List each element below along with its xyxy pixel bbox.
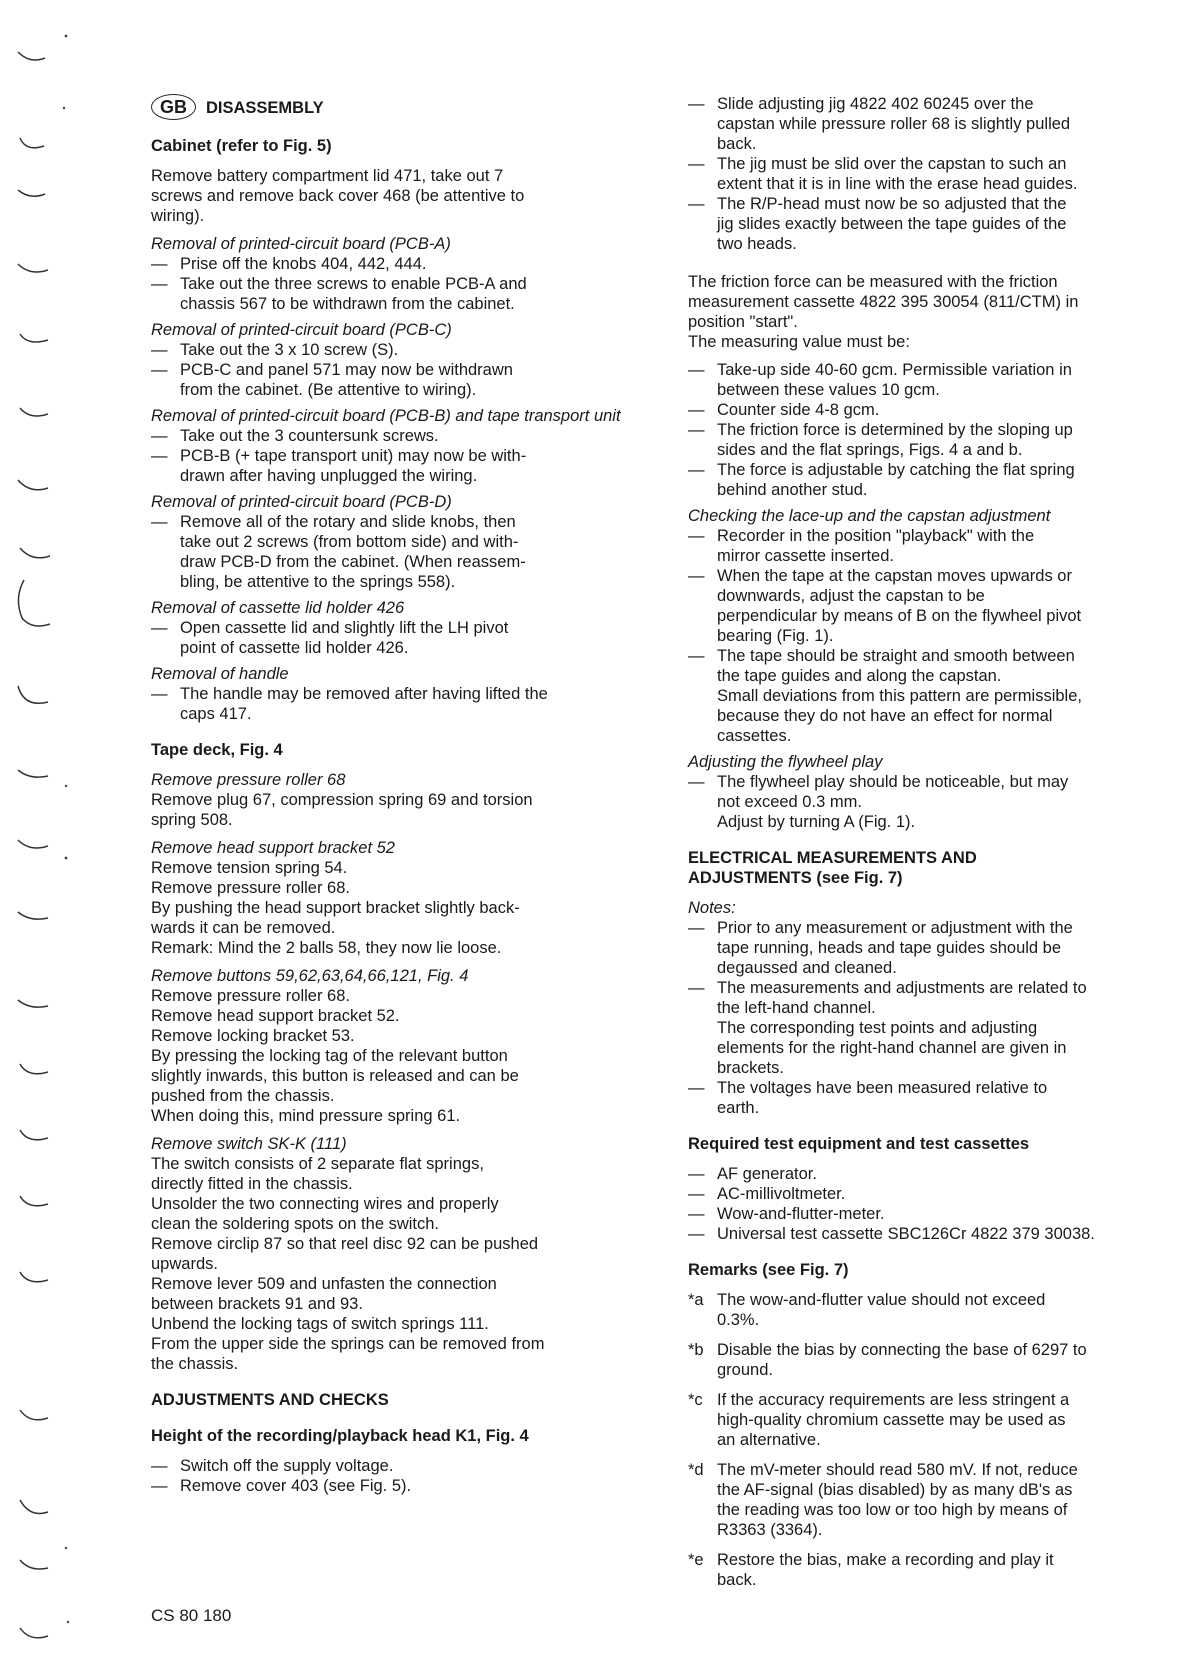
dash-item bbox=[688, 1078, 1160, 1118]
dash-bullet: — bbox=[688, 155, 705, 173]
step-title: Remove buttons 59,62,63,64,66,121, Fig. 4 bbox=[151, 967, 469, 985]
remark-marker: *e bbox=[688, 1551, 704, 1569]
text-line: Remove lever 509 and unfasten the connection bbox=[151, 1275, 497, 1293]
dash-item bbox=[688, 460, 1160, 500]
text-line: two heads. bbox=[717, 235, 797, 253]
text-line: Remove head support bracket 52. bbox=[151, 1007, 400, 1025]
dash-item bbox=[151, 684, 631, 724]
text-line: the chassis. bbox=[151, 1355, 239, 1373]
text-line: behind another stud. bbox=[717, 481, 868, 499]
text-line: Prise off the knobs 404, 442, 444. bbox=[180, 255, 427, 273]
dash-bullet: — bbox=[151, 685, 168, 703]
text-line: not exceed 0.3 mm. bbox=[717, 793, 862, 811]
spacer bbox=[688, 254, 1160, 272]
dash-item bbox=[151, 340, 631, 360]
text-line: caps 417. bbox=[180, 705, 252, 723]
text-line: Take out the three screws to enable PCB-A and bbox=[180, 275, 527, 293]
text-line: The flywheel play should be noticeable, but may bbox=[717, 773, 1069, 791]
text-line: drawn after having unplugged the wiring. bbox=[180, 467, 478, 485]
dash-bullet: — bbox=[151, 447, 168, 465]
subsection-heading: Height of the recording/playback head K1, Fig. 4 bbox=[151, 1427, 529, 1445]
dash-item bbox=[151, 1476, 631, 1496]
dash-bullet: — bbox=[688, 527, 705, 545]
text-line: The wow-and-flutter value should not exceed bbox=[717, 1291, 1046, 1309]
remark-item bbox=[688, 1340, 1160, 1380]
text-line: The R/P-head must now be so adjusted that the bbox=[717, 195, 1067, 213]
dash-bullet: — bbox=[151, 341, 168, 359]
text-line: By pressing the locking tag of the relevant button bbox=[151, 1047, 508, 1065]
left-column bbox=[151, 94, 631, 1496]
step-title: Removal of handle bbox=[151, 665, 289, 683]
text-line: By pushing the head support bracket slightly back- bbox=[151, 899, 520, 917]
text-line: wiring). bbox=[151, 207, 205, 225]
dash-item bbox=[688, 566, 1160, 646]
dash-bullet: — bbox=[151, 1477, 168, 1495]
text-line: Unsolder the two connecting wires and properly bbox=[151, 1195, 499, 1213]
dash-bullet: — bbox=[688, 1225, 705, 1243]
text-line: ground. bbox=[717, 1361, 773, 1379]
text-line: Open cassette lid and slightly lift the LH pivot bbox=[180, 619, 509, 637]
text-line: The mV-meter should read 580 mV. If not, reduce bbox=[717, 1461, 1078, 1479]
text-line: screws and remove back cover 468 (be attentive to bbox=[151, 187, 525, 205]
text-line: The friction force can be measured with the friction bbox=[688, 273, 1058, 291]
dash-bullet: — bbox=[688, 421, 705, 439]
dash-bullet: — bbox=[688, 461, 705, 479]
text-line: PCB-B (+ tape transport unit) may now be with- bbox=[180, 447, 527, 465]
text-line: mirror cassette inserted. bbox=[717, 547, 894, 565]
text-line: back. bbox=[717, 1571, 757, 1589]
text-line: The jig must be slid over the capstan to such an bbox=[717, 155, 1067, 173]
dash-item bbox=[151, 1456, 631, 1476]
paragraph bbox=[151, 790, 631, 830]
remark-item bbox=[688, 1390, 1160, 1450]
text-line: Disable the bias by connecting the base of 6297 to bbox=[717, 1341, 1087, 1359]
dash-item bbox=[688, 1164, 1160, 1184]
dash-item bbox=[688, 526, 1160, 566]
remark-marker: *a bbox=[688, 1291, 704, 1309]
dash-item bbox=[688, 646, 1160, 746]
step-title: Remove head support bracket 52 bbox=[151, 839, 395, 857]
text-line: The force is adjustable by catching the flat spring bbox=[717, 461, 1075, 479]
text-line: the left-hand channel. bbox=[717, 999, 876, 1017]
dash-bullet: — bbox=[688, 1205, 705, 1223]
dash-item bbox=[151, 274, 631, 314]
text-line: back. bbox=[717, 135, 757, 153]
step-title: Notes: bbox=[688, 899, 736, 917]
text-line: The measurements and adjustments are related to bbox=[717, 979, 1087, 997]
text-line: When the tape at the capstan moves upwards or bbox=[717, 567, 1072, 585]
text-line: R3363 (3364). bbox=[717, 1521, 823, 1539]
step-title: Remove switch SK-K (111) bbox=[151, 1135, 347, 1153]
dash-item bbox=[151, 254, 631, 274]
text-line: Remove pressure roller 68. bbox=[151, 987, 350, 1005]
dash-item bbox=[688, 194, 1160, 254]
dash-item bbox=[688, 400, 1160, 420]
dash-bullet: — bbox=[688, 567, 705, 585]
text-line: position "start". bbox=[688, 313, 798, 331]
paragraph bbox=[151, 986, 631, 1126]
text-line: Remove battery compartment lid 471, take out 7 bbox=[151, 167, 504, 185]
text-line: Wow-and-flutter-meter. bbox=[717, 1205, 885, 1223]
text-line: tape running, heads and tape guides should be bbox=[717, 939, 1062, 957]
text-line: jig slides exactly between the tape guides of the bbox=[717, 215, 1067, 233]
text-line: AC-millivoltmeter. bbox=[717, 1185, 846, 1203]
dash-item bbox=[688, 918, 1160, 978]
text-line: Remove pressure roller 68. bbox=[151, 879, 350, 897]
remark-item bbox=[688, 1460, 1160, 1540]
subsection-heading: Cabinet (refer to Fig. 5) bbox=[151, 137, 332, 155]
text-line: elements for the right-hand channel are given in bbox=[717, 1039, 1067, 1057]
subsection-heading: Remarks (see Fig. 7) bbox=[688, 1261, 849, 1279]
dash-item bbox=[151, 512, 631, 592]
remark-item bbox=[688, 1550, 1160, 1590]
text-line: Take out the 3 x 10 screw (S). bbox=[180, 341, 399, 359]
text-line: The friction force is determined by the sloping up bbox=[717, 421, 1073, 439]
right-column bbox=[688, 94, 1160, 1600]
dash-bullet: — bbox=[688, 195, 705, 213]
dash-bullet: — bbox=[688, 979, 705, 997]
dash-bullet: — bbox=[688, 361, 705, 379]
text-line: spring 508. bbox=[151, 811, 233, 829]
text-line: The corresponding test points and adjusting bbox=[717, 1019, 1038, 1037]
text-line: Prior to any measurement or adjustment with the bbox=[717, 919, 1073, 937]
text-line: ELECTRICAL MEASUREMENTS AND bbox=[688, 849, 977, 867]
text-line: pushed from the chassis. bbox=[151, 1087, 335, 1105]
dash-item bbox=[688, 772, 1160, 832]
text-line: AF generator. bbox=[717, 1165, 817, 1183]
text-line: upwards. bbox=[151, 1255, 218, 1273]
dash-bullet: — bbox=[151, 513, 168, 531]
text-line: downwards, adjust the capstan to be bbox=[717, 587, 985, 605]
step-title: Removal of cassette lid holder 426 bbox=[151, 599, 405, 617]
text-line: clean the soldering spots on the switch. bbox=[151, 1215, 440, 1233]
dash-bullet: — bbox=[688, 1185, 705, 1203]
text-line: take out 2 screws (from bottom side) and with- bbox=[180, 533, 519, 551]
step-title: Remove pressure roller 68 bbox=[151, 771, 346, 789]
remark-item bbox=[688, 1290, 1160, 1330]
dash-item bbox=[151, 618, 631, 658]
text-line: Take out the 3 countersunk screws. bbox=[180, 427, 439, 445]
step-title: Removal of printed-circuit board (PCB-B) and tape transport unit bbox=[151, 407, 621, 425]
text-line: The measuring value must be: bbox=[688, 333, 910, 351]
dash-bullet: — bbox=[151, 1457, 168, 1475]
dash-bullet: — bbox=[688, 647, 705, 665]
text-line: bling, be attentive to the springs 558). bbox=[180, 573, 456, 591]
text-line: Remove circlip 87 so that reel disc 92 can be pushed bbox=[151, 1235, 539, 1253]
text-line: draw PCB-D from the cabinet. (When reassem- bbox=[180, 553, 526, 571]
dash-bullet: — bbox=[688, 773, 705, 791]
dash-item bbox=[688, 1224, 1160, 1244]
dash-item bbox=[151, 360, 631, 400]
dash-item bbox=[151, 426, 631, 446]
text-line: Unbend the locking tags of switch springs 111. bbox=[151, 1315, 489, 1333]
text-line: ADJUSTMENTS (see Fig. 7) bbox=[688, 869, 903, 887]
paragraph bbox=[151, 1154, 631, 1374]
text-line: directly fitted in the chassis. bbox=[151, 1175, 353, 1193]
remark-marker: *c bbox=[688, 1391, 703, 1409]
text-line: Remove all of the rotary and slide knobs, then bbox=[180, 513, 516, 531]
text-line: wards it can be removed. bbox=[151, 919, 336, 937]
text-line: When doing this, mind pressure spring 61. bbox=[151, 1107, 461, 1125]
dash-item bbox=[688, 154, 1160, 194]
paragraph bbox=[151, 166, 631, 226]
dash-bullet: — bbox=[151, 619, 168, 637]
text-line: high-quality chromium cassette may be used as bbox=[717, 1411, 1066, 1429]
text-line: Remark: Mind the 2 balls 58, they now lie loose. bbox=[151, 939, 502, 957]
text-line: capstan while pressure roller 68 is slightly pulled bbox=[717, 115, 1071, 133]
dash-bullet: — bbox=[151, 255, 168, 273]
text-line: slightly inwards, this button is released and can be bbox=[151, 1067, 519, 1085]
dash-bullet: — bbox=[151, 427, 168, 445]
text-line: point of cassette lid holder 426. bbox=[180, 639, 409, 657]
text-line: The switch consists of 2 separate flat springs, bbox=[151, 1155, 484, 1173]
text-line: Small deviations from this pattern are permissible, bbox=[717, 687, 1082, 705]
text-line: sides and the flat springs, Figs. 4 a and b. bbox=[717, 441, 1023, 459]
step-title: Adjusting the flywheel play bbox=[688, 753, 883, 771]
text-line: The voltages have been measured relative to bbox=[717, 1079, 1048, 1097]
paragraph bbox=[151, 858, 631, 958]
text-line: chassis 567 to be withdrawn from the cabinet. bbox=[180, 295, 515, 313]
text-line: the reading was too low or too high by means of bbox=[717, 1501, 1068, 1519]
text-line: cassettes. bbox=[717, 727, 792, 745]
text-line: the AF-signal (bias disabled) by as many dB's as bbox=[717, 1481, 1073, 1499]
dash-item bbox=[688, 978, 1160, 1078]
subsection-heading: Required test equipment and test cassettes bbox=[688, 1135, 1030, 1153]
text-line: Remove plug 67, compression spring 69 and torsion bbox=[151, 791, 533, 809]
text-line: degaussed and cleaned. bbox=[717, 959, 897, 977]
text-line: brackets. bbox=[717, 1059, 784, 1077]
step-title: Removal of printed-circuit board (PCB-D) bbox=[151, 493, 452, 511]
text-line: between brackets 91 and 93. bbox=[151, 1295, 363, 1313]
language-badge: GB bbox=[151, 94, 196, 120]
text-line: PCB-C and panel 571 may now be withdrawn bbox=[180, 361, 513, 379]
section-heading: ADJUSTMENTS AND CHECKS bbox=[151, 1391, 389, 1409]
text-line: Slide adjusting jig 4822 402 60245 over the bbox=[717, 95, 1034, 113]
text-line: an alternative. bbox=[717, 1431, 821, 1449]
dash-bullet: — bbox=[151, 361, 168, 379]
text-line: Remove cover 403 (see Fig. 5). bbox=[180, 1477, 412, 1495]
section-header bbox=[151, 94, 631, 120]
text-line: bearing (Fig. 1). bbox=[717, 627, 834, 645]
text-line: Take-up side 40-60 gcm. Permissible variation in bbox=[717, 361, 1072, 379]
text-line: perpendicular by means of B on the flywheel pivot bbox=[717, 607, 1082, 625]
text-line: Recorder in the position "playback" with the bbox=[717, 527, 1035, 545]
text-line: Counter side 4-8 gcm. bbox=[717, 401, 880, 419]
remark-marker: *d bbox=[688, 1461, 704, 1479]
text-line: Switch off the supply voltage. bbox=[180, 1457, 394, 1475]
remark-marker: *b bbox=[688, 1341, 704, 1359]
binding-margin-marks bbox=[0, 0, 80, 1680]
text-line: 0.3%. bbox=[717, 1311, 760, 1329]
document-code: CS 80 180 bbox=[151, 1606, 232, 1625]
dash-bullet: — bbox=[688, 95, 705, 113]
dash-item bbox=[151, 446, 631, 486]
section-heading bbox=[688, 848, 1160, 888]
text-line: The handle may be removed after having lifted the bbox=[180, 685, 548, 703]
section-title: DISASSEMBLY bbox=[206, 99, 324, 117]
step-title: Removal of printed-circuit board (PCB-A) bbox=[151, 235, 451, 253]
subsection-heading: Tape deck, Fig. 4 bbox=[151, 741, 283, 759]
dash-item bbox=[688, 360, 1160, 400]
dash-bullet: — bbox=[688, 1079, 705, 1097]
dash-bullet: — bbox=[151, 275, 168, 293]
dash-bullet: — bbox=[688, 401, 705, 419]
text-line: the tape guides and along the capstan. bbox=[717, 667, 1002, 685]
dash-item bbox=[688, 1184, 1160, 1204]
dash-item bbox=[688, 420, 1160, 460]
text-line: From the upper side the springs can be removed from bbox=[151, 1335, 545, 1353]
text-line: extent that it is in line with the erase head guides. bbox=[717, 175, 1078, 193]
dash-item bbox=[688, 1204, 1160, 1224]
text-line: Restore the bias, make a recording and play it bbox=[717, 1551, 1054, 1569]
text-line: measurement cassette 4822 395 30054 (811/CTM) in bbox=[688, 293, 1079, 311]
step-title: Checking the lace-up and the capstan adjustment bbox=[688, 507, 1051, 525]
text-line: Adjust by turning A (Fig. 1). bbox=[717, 813, 916, 831]
text-line: Remove locking bracket 53. bbox=[151, 1027, 355, 1045]
text-line: Remove tension spring 54. bbox=[151, 859, 348, 877]
text-line: from the cabinet. (Be attentive to wiring). bbox=[180, 381, 477, 399]
text-line: If the accuracy requirements are less stringent a bbox=[717, 1391, 1070, 1409]
text-line: between these values 10 gcm. bbox=[717, 381, 940, 399]
paragraph bbox=[688, 272, 1160, 352]
text-line: The tape should be straight and smooth between bbox=[717, 647, 1075, 665]
text-line: Universal test cassette SBC126Cr 4822 379 30038. bbox=[717, 1225, 1095, 1243]
dash-bullet: — bbox=[688, 919, 705, 937]
text-line: because they do not have an effect for normal bbox=[717, 707, 1053, 725]
step-title: Removal of printed-circuit board (PCB-C) bbox=[151, 321, 452, 339]
dash-item bbox=[688, 94, 1160, 154]
dash-bullet: — bbox=[688, 1165, 705, 1183]
text-line: earth. bbox=[717, 1099, 760, 1117]
